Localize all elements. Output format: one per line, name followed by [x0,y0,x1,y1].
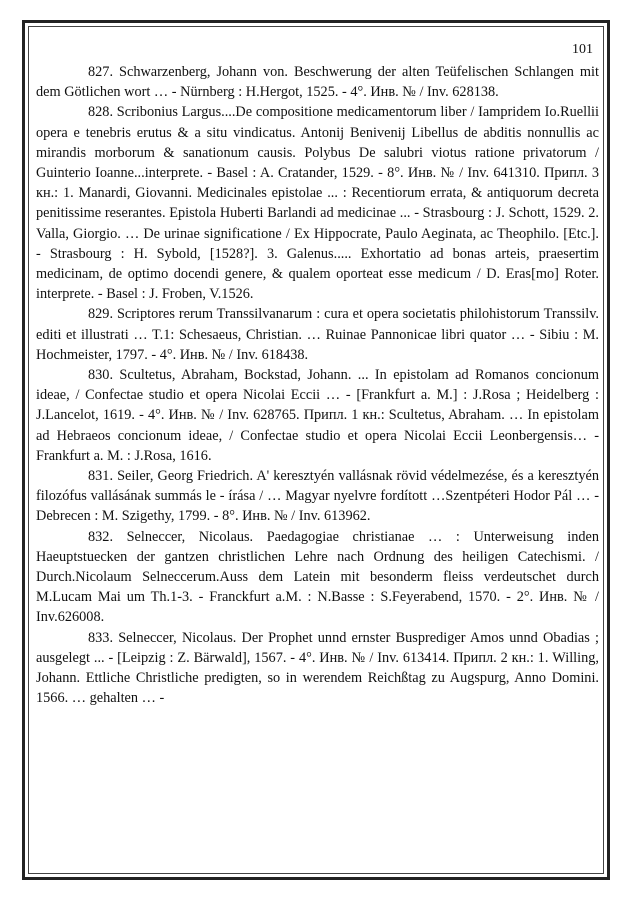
catalog-entry-829: 829. Scriptores rerum Transsilvanarum : cura et opera societatis philohistorum Transsilv. editi et illustrati … T.1: Schesaeus, Christian. … Ruinae Pannonicae libri quator … - Sibiu : M. Hochmeister, 1797. - 4°. Инв. № / Inv. 618438. [36,306,599,363]
catalog-entry-832: 832. Selneccer, Nicolaus. Paedagogiae christianae … : Unterweisung inden Haeuptstuecken der gantzen christlichen Lehre nach Ordnung des heiligen Catechismi. / Durch.Nicolaum Selneccerum.Auss dem Latein mit besonderm fleiss verdeutschet durch M.Lucam Mai um Th.1-3. - Franckfurt a.M. : N.Basse : S.Feyerabend, 1570. - 2°. Инв. № / Inv.626008. [36,528,599,626]
page-number: 101 [572,42,593,57]
catalog-entries [36,62,599,709]
catalog-entry-831: 831. Seiler, Georg Friedrich. A' keresztyén vallásnak rövid védelmezése, és a keresztyén filozófus vallásának summás le - írása / … Magyar nyelvre fordított …Szentpéteri Hodor Pál … - Debrecen : M. Szigethy, 1799. - 8°. Инв. № / Inv. 613962. [36,468,599,525]
catalog-entry-828: 828. Scribonius Largus....De compositione medicamentorum liber / Iampridem Io.Ruellii opera e tenebris erutus & a situ vindicatus. Antonij Benivenij Libellus de abditis nonnullis ac mirandis morborum & sanationum causis. Polybus De salubri viotus ratione privatorum / Guinterio Ioanne...interprete. - Basel : A. Cratander, 1529. - 8°. Инв. № / Inv. 641310. Припл. 3 кн.: 1. Manardi, Giovanni. Medicinales epistolae ... : Recentiorum errata, & antiquorum decreta penitissime reserantes. Epistola Huberti Barlandi ad medicinae ... - Strasbourg : J. Schott, 1529. 2. Valla, Giorgio. … De urinae significatione / Ex Hippocrate, Paulo Aeginata, ac Theophilo. [Etc.]. - Strasbourg : H. Sybold, [1528?]. 3. Galenus..... Exhortatio ad bonas arteis, praesertim medicinam, de optimo docendi genere, & qualem oporteat esse medicum / D. Eras[mo] Roter. interprete. - Basel : J. Froben, V.1526. [36,104,599,303]
catalog-entry-830: 830. Scultetus, Abraham, Bockstad, Johann. ... In epistolam ad Romanos concionum ideae, / Confectae studio et opera Nicolai Eccii … - [Frankfurt a. M.] : J.Rosa ; Heidelberg : J.Lancelot, 1619. - 4°. Инв. № / Inv. 628765. Припл. 1 кн.: Scultetus, Abraham. … In epistolam ad Hebraeos concionum ideae, / Confectae studio et opera Nicolai Eccii Leonbergensis… - Frankfurt a. M. : J.Rosa, 1616. [36,367,599,464]
catalog-entry-833: 833. Selneccer, Nicolaus. Der Prophet unnd ernster Busprediger Amos unnd Obadias ; ausgelegt ... - [Leipzig : Z. Bärwald], 1567. - 4°. Инв. № / Inv. 613414. Припл. 2 кн.: 1. Willing, Johann. Ettliche Christliche predigten, so in werendem Reichßtag zu Augspurg, Anno Domini. 1566. … gehalten … - [36,629,599,707]
catalog-entry-827: 827. Schwarzenberg, Johann von. Beschwerung der alten Teüfelischen Schlangen mit dem Götlichen wort … - Nürnberg : H.Hergot, 1525. - 4°. Инв. № / Inv. 628138. [36,64,599,101]
